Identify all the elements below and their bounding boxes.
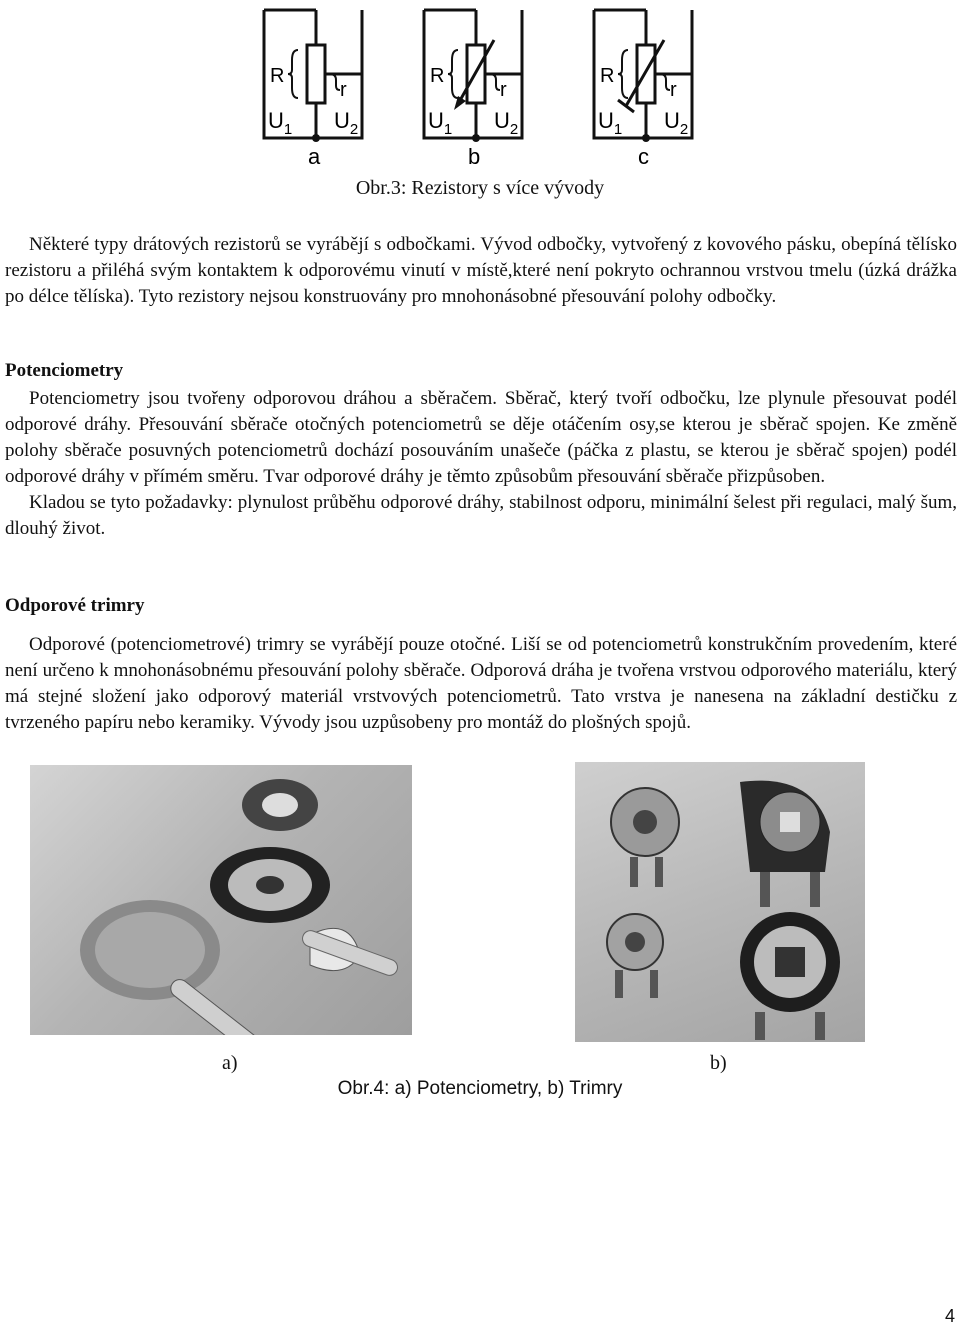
circuit-c-letter: c (638, 144, 649, 169)
figure4-label-a: a) (222, 1052, 238, 1074)
circuit-a-u1: U (268, 108, 284, 133)
circuit-a-u2-sub: 2 (349, 121, 359, 138)
circuit-c-u2-sub: 2 (679, 121, 689, 138)
circuit-a-letter: a (308, 144, 321, 169)
circuit-a (264, 10, 362, 169)
paragraph-text: Některé typy drátových rezistorů se vyrábějí s odbočkami. Vývod odbočky, vytvořený z kovového pásku, obepíná tělísko rezistoru a přiléhá svým kontaktem k odporovému vinutí v místě,které není pokryto ochrannou vrstvou tmelu (úzká drážka po délce tělíska). Tyto rezistory nejsou konstruovány pro mnohonásobné přesouvání polohy odbočky. (5, 234, 957, 307)
heading-odporove-trimry: Odporové trimry (5, 595, 145, 616)
svg-text:U2 (494, 108, 518, 138)
svg-text:U1 (428, 108, 452, 138)
figure3-caption: Obr.3: Rezistory s více vývody (355, 177, 605, 199)
circuit-a-R: R (270, 65, 285, 87)
photo-trimry (575, 762, 865, 1042)
page-number: 4 (944, 1306, 955, 1326)
circuit-c (594, 10, 692, 169)
paragraph-potenciometry-1: Potenciometry jsou tvořeny odporovou dráhou a sběračem. Sběrač, který tvoří odbočku, lze plynule přesouvat podél odporové dráhy. Přesouvání sběrače otočných potenciometrů se děje otáčením osy,se kterou je sběrač spojen. Ke změně polohy sběrače posuvných potenciometrů dochází posouváním unašeče (páčka z plastu, se kterou je sběrač spojen) podél odporové dráhy v přímém směru. Tvar odporové dráhy je těmto způsobům přesouvání sběrače přizpůsoben. (5, 388, 957, 487)
paragraph-potenciometry-2: Kladou se tyto požadavky: plynulost průběhu odporové dráhy, stabilnost odporu, minimální šelest při regulaci, malý šum, dlouhý život. (5, 492, 957, 539)
svg-text:U1 (598, 108, 622, 138)
circuit-b-u1: U (428, 108, 444, 133)
circuit-b-u2: U (494, 108, 510, 133)
circuit-c-R: R (600, 65, 615, 87)
circuit-c-u1-sub: 1 (613, 121, 623, 138)
circuit-b (424, 10, 522, 169)
svg-text:U2 (334, 108, 358, 138)
svg-text:U2 (664, 108, 688, 138)
heading-potenciometry: Potenciometry (5, 360, 124, 381)
circuit-b-u2-sub: 2 (509, 121, 519, 138)
paragraph-trimry: Odporové (potenciometrové) trimry se vyrábějí pouze otočné. Liší se od potenciometrů konstrukčním provedením, které není určeno k mnohonásobnému přesouvání polohy sběrače. Odporová dráha je tvořena vrstvou odporového materiálu, který má stejné složení jako odporový materiál vrstvových potenciometrů. Tato vrstva je nanesena na základní destičku z tvrzeného papíru nebo keramiky. Vývody jsou uzpůsobeny pro montáž do plošných spojů. (5, 634, 957, 733)
circuit-a-r: r (340, 79, 347, 101)
photo-potenciometry-drawing (30, 765, 412, 1035)
circuit-c-u2: U (664, 108, 680, 133)
figure4-caption: Obr.4: a) Potenciometry, b) Trimry (337, 1078, 623, 1099)
figure4-label-b: b) (710, 1052, 727, 1074)
circuit-a-u1-sub: 1 (283, 121, 293, 138)
photo-potenciometry (30, 765, 412, 1035)
figure-resistor-schematics (250, 0, 720, 170)
circuit-c-u1: U (598, 108, 614, 133)
paragraph-odbocky (5, 232, 957, 310)
circuit-b-R: R (430, 65, 445, 87)
circuit-b-u1-sub: 1 (443, 121, 453, 138)
svg-text:U1 (268, 108, 292, 138)
section-trimry-body (5, 632, 957, 736)
circuit-c-r: r (670, 79, 677, 101)
section-potenciometry-body (5, 386, 957, 542)
photo-trimry-drawing (575, 762, 865, 1042)
circuit-a-u2: U (334, 108, 350, 133)
circuit-b-letter: b (468, 144, 481, 169)
circuit-b-r: r (500, 79, 507, 101)
